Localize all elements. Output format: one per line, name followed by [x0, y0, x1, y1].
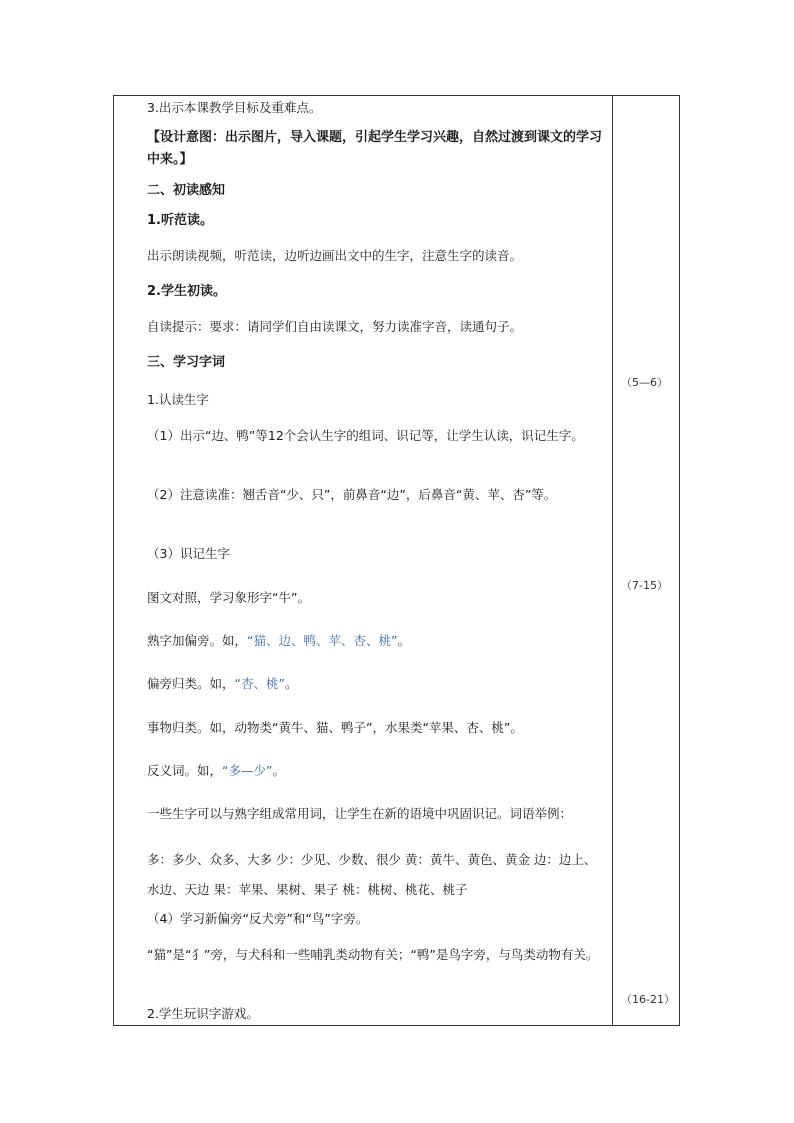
method-pictograph: 图文对照，学习象形字“牛”。 [147, 590, 310, 605]
method-radical-add-example: “猫、边、鸭、苹、杏、桃” [247, 633, 398, 648]
paragraph-2: （2）注意读准：翘舌音“少、只”，前鼻音“边”，后鼻音“黄、苹、杏”等。 [147, 487, 557, 502]
paragraph-4: （4）学习新偏旁“反犬旁”和“鸟”字旁。 [147, 911, 369, 926]
method-common-words: 一些生字可以与熟字组成常用词，让学生在新的语境中巩固识记。词语举例： [147, 806, 573, 821]
method-antonym [147, 763, 285, 779]
time-note-3: （16-21） [621, 993, 675, 1006]
step-listen-text: 出示朗读视频，听范读，边听边画出文中的生字，注意生字的读音。 [147, 248, 523, 263]
method-radical-group-end: 。 [284, 676, 298, 691]
method-radical-group [147, 676, 297, 692]
paragraph-3: （3）识记生字 [147, 546, 230, 561]
section-3-heading: 三、学习字词 [147, 355, 226, 370]
method-antonym-example: “多—少” [222, 763, 273, 778]
method-antonym-end: 。 [272, 763, 285, 778]
design-intent: 【设计意图：出示图片，导入课题，引起学生学习兴趣，自然过渡到课文的学习中来。】 [147, 130, 603, 167]
method-antonym-label: 反义词。如， [147, 763, 223, 778]
step-recognize-heading: 1.认读生字 [147, 392, 209, 407]
method-radical-add-end: 。 [397, 633, 410, 648]
time-note-1: （5—6） [621, 376, 668, 389]
method-radical-group-example: “杏、桃” [234, 676, 285, 691]
step-read-heading: 2.学生初读。 [147, 284, 226, 299]
time-note-2: （7-15） [621, 579, 668, 592]
method-radical-add [147, 633, 410, 649]
section-2-heading: 二、初读感知 [147, 183, 226, 198]
word-examples: 多：多少、众多、大多 少：少见、少数、很少 黄：黄牛、黄色、黄金 边：边上、水边、天边 果：苹果、果树、果子 桃：桃树、桃花、桃子 [147, 852, 597, 897]
step-game: 2.学生玩识字游戏。 [147, 1006, 259, 1021]
method-radical-add-label: 熟字加偏旁。如， [147, 633, 248, 648]
step-3-text: 3.出示本课教学目标及重难点。 [147, 100, 322, 115]
paragraph-1: （1）出示“边、鸭”等12个会认生字的组词、识记等，让学生认读，识记生字。 [147, 428, 584, 443]
paragraph-5: “猫”是“犭”旁，与犬科和一些哺乳类动物有关；“鸭”是鸟字旁，与鸟类动物有关。 [147, 947, 599, 962]
column-divider [612, 95, 613, 1026]
step-read-text: 自读提示：要求：请同学们自由读课文，努力读准字音，读通句子。 [147, 319, 523, 334]
method-radical-group-label: 偏旁归类。如， [147, 676, 235, 691]
method-category: 事物归类。如，动物类“黄牛、猫、鸭子”，水果类“苹果、杏、桃”。 [147, 720, 523, 735]
step-listen-heading: 1.听范读。 [147, 213, 213, 228]
